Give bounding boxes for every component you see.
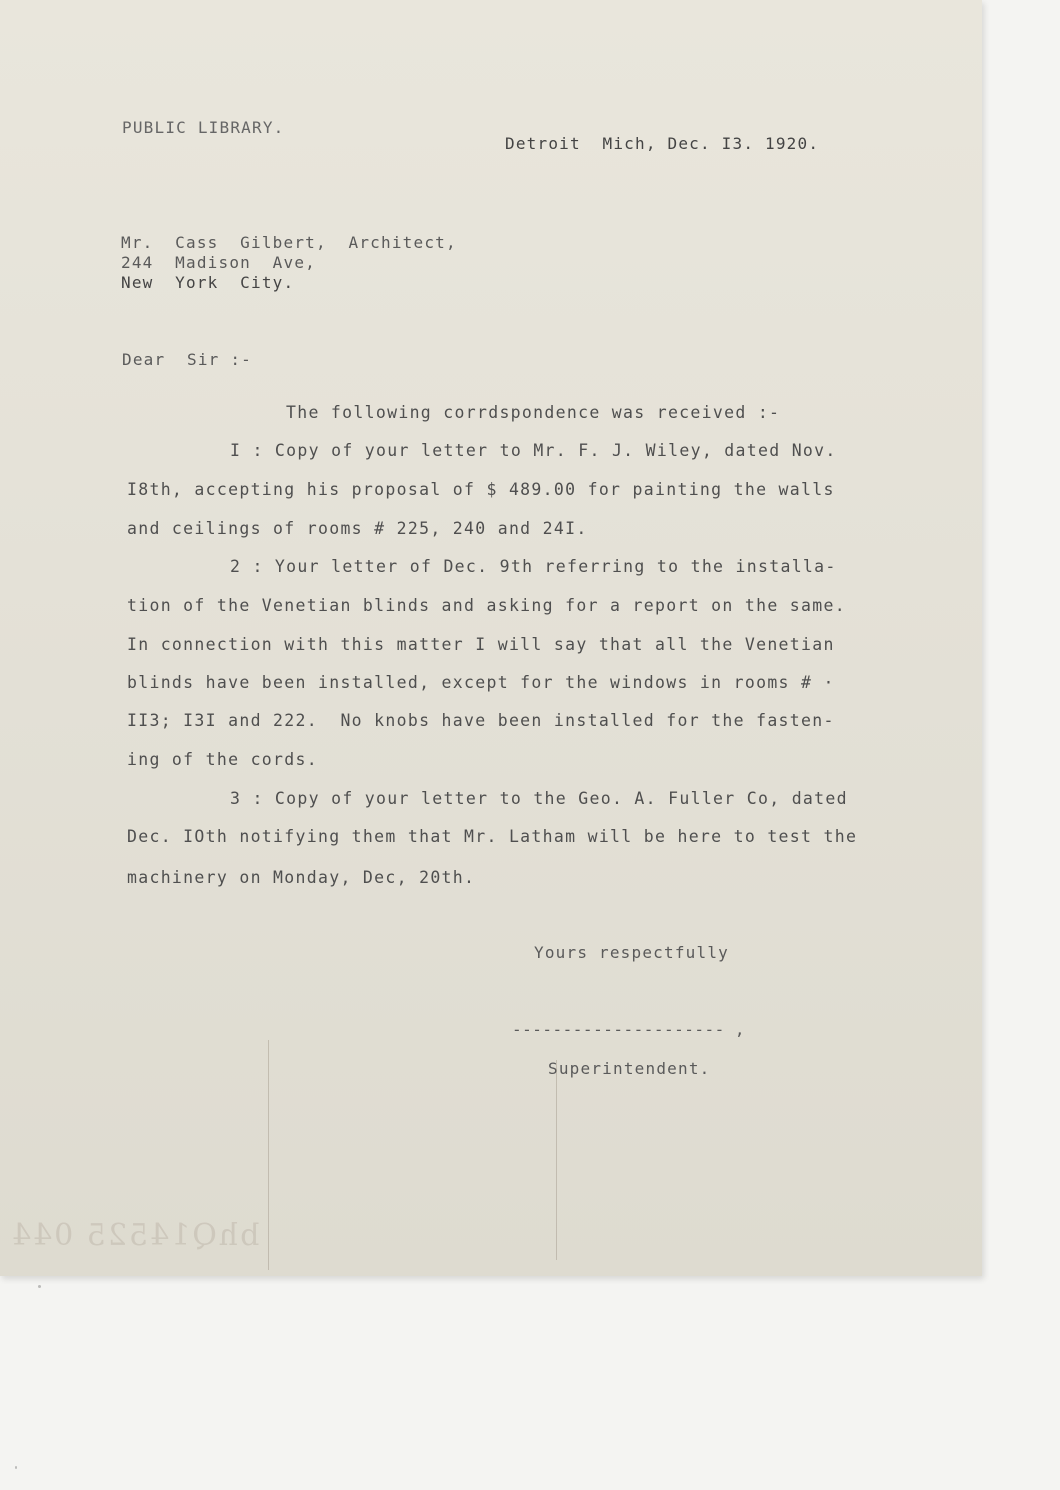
paragraph-2-line: In connection with this matter I will say that all the Venetian [127, 635, 835, 654]
recipient-city: New York City. [121, 273, 295, 292]
signature-line: --------------------- , [512, 1020, 746, 1039]
paragraph-3-line: machinery on Monday, Dec, 20th. [127, 868, 476, 887]
salutation: Dear Sir :- [122, 350, 252, 369]
letterhead: PUBLIC LIBRARY. [122, 118, 285, 137]
closing: Yours respectfully [534, 943, 729, 962]
paragraph-3-line: Dec. IOth notifying them that Mr. Latham will be here to test the [127, 827, 858, 846]
paragraph-1-line: I8th, accepting his proposal of $ 489.00 for painting the walls [127, 480, 835, 499]
paragraph-3-line: 3 : Copy of your letter to the Geo. A. Fuller Co, dated [230, 789, 848, 808]
paragraph-2-line: blinds have been installed, except for the windows in rooms # · [127, 673, 835, 692]
intro-line: The following corrdspondence was received :- [286, 403, 781, 422]
dateline: Detroit Mich, Dec. I3. 1920. [505, 134, 820, 153]
paragraph-2-line: 2 : Your letter of Dec. 9th referring to the installa- [230, 557, 837, 576]
signature-title: Superintendent. [548, 1059, 711, 1078]
paragraph-2-line: tion of the Venetian blinds and asking for a report on the same. [127, 596, 846, 615]
archive-stamp: bhQ14525 044 [10, 1218, 260, 1253]
paragraph-2-line: ing of the cords. [127, 750, 318, 769]
dust-speck [38, 1285, 41, 1288]
paper-crease [556, 1060, 557, 1260]
paragraph-2-line: II3; I3I and 222. No knobs have been installed for the fasten- [127, 711, 835, 730]
recipient-name: Mr. Cass Gilbert, Architect, [121, 233, 457, 252]
paper-crease [268, 1040, 269, 1270]
paragraph-1-line: I : Copy of your letter to Mr. F. J. Wiley, dated Nov. [230, 441, 837, 460]
recipient-street: 244 Madison Ave, [121, 253, 316, 272]
dust-speck [15, 1466, 17, 1469]
paragraph-1-line: and ceilings of rooms # 225, 240 and 24I. [127, 519, 588, 538]
